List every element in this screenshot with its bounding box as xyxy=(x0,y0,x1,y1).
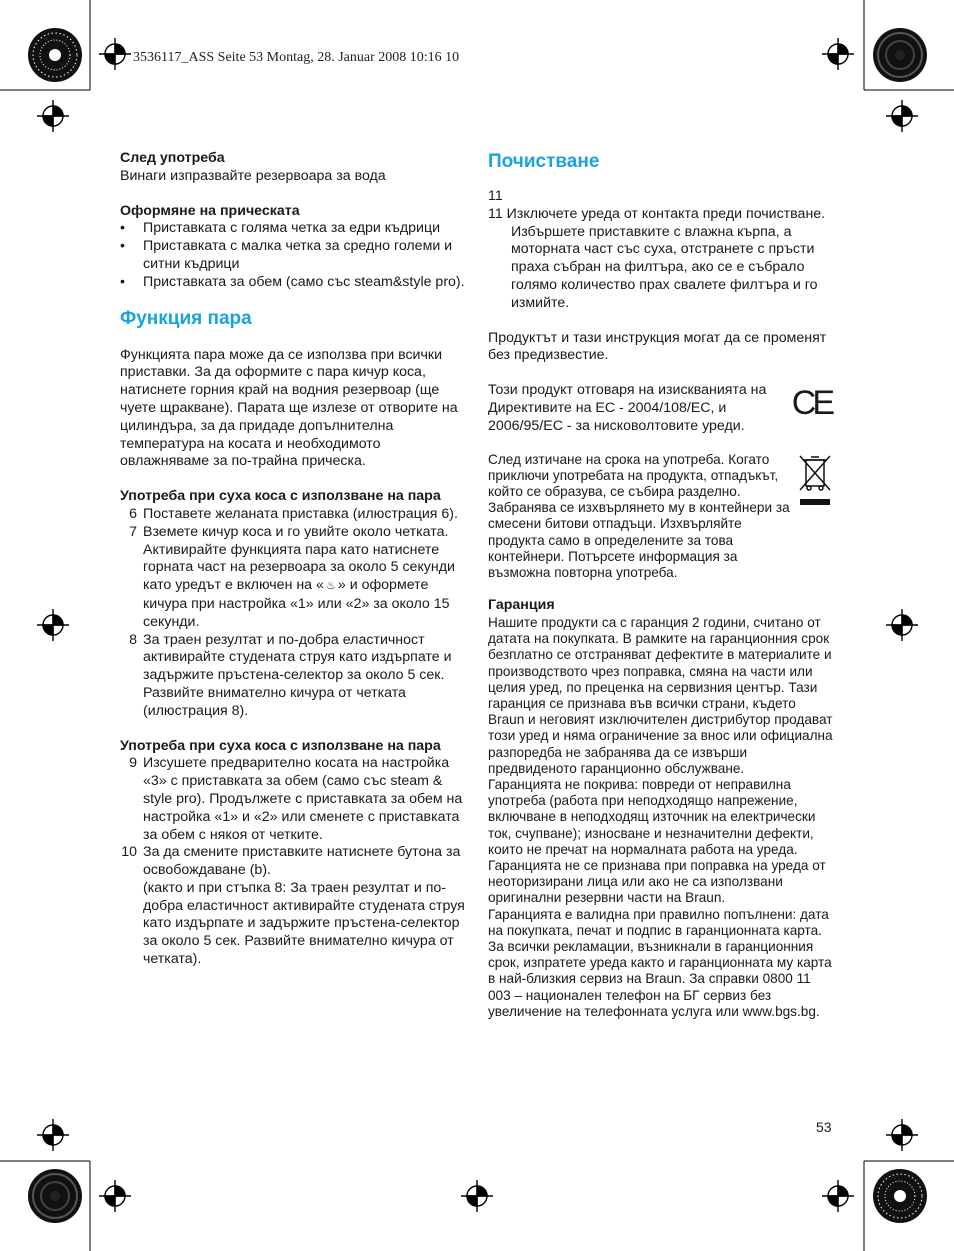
weee-text: След изтичане на срока на употреба. Когато приключи употребата на продукта, отпадъкът, който се образува, се събира разделно. Забранява се изхвърлянето му в контейнери за смесени битови отпадъци. Изхвърляйте продукта само в определените за това контейнери. Потърсете информация за възможна повторна употреба. xyxy=(488,451,790,580)
weee-block xyxy=(488,452,833,582)
warranty-paragraph: За всички рекламации, възникнали в гаранционния срок, изпратете уреда както и гаранционната му карта в най-близкия сервиз на Braun. За справки 0800 11 003 – национален телефон на БГ сервиз без увеличение на телефонната услуга или www.bgs.bg. xyxy=(488,939,832,1019)
styling-title: Оформяне на прическата xyxy=(120,202,300,219)
steam-icon: ♨ xyxy=(325,580,336,593)
ce-mark-icon: CE xyxy=(791,384,831,423)
warranty-paragraph: Нашите продукти са с гаранция 2 години, считано от датата на покупката. В рамките на гаранционния срок безплатно се отстраняват дефектите в материалите и производството чрез поправка, смяна на части или целия уред, по преценка на сервизния център. Тази гаранция се признава във всички страни, където Braun и неговият изключителен дистрибутор продават този уред и няма ограничение за внос или официална разпоредба не забранява да се извърши предвиденото гаранционно обслужване. xyxy=(488,614,833,776)
notice-text: Продуктът и тази инструкция могат да се променят без предизвестие. xyxy=(488,329,827,364)
list-item: 9 Изсушете предварително косата на настройка «3» с приставката за обем (само със steam & style pro). Продължете с приставката за обем на настройка «1» и «2» или сменете с приставката за обем с някоя от четките. xyxy=(129,755,463,843)
ce-block xyxy=(488,382,833,435)
list-item: 7 Вземете кичур коса и го увийте около четката. Активирайте функцията пара като натиснете горната част на резервоара за около 5 секунди като уредът е включен на « ♨ » и оформете кичура при настройка «1» или «2» за около 15 секунди. xyxy=(129,523,455,630)
list-item: 8 За траен резултат и по-добра еластичност активирайте студената струя като издърпате и задържите пръстена-селектор за около 5 сек. Развийте внимателно кичура от четката (илюстрация 8). xyxy=(129,631,452,719)
ce-text: Този продукт отговаря на изискванията на Директивите на ЕС - 2004/108/EC, и 2006/95/EC - за нисковолтовите уреди. xyxy=(488,382,767,434)
print-header: 3536117_ASS Seite 53 Montag, 28. Januar 2008 10:16 10 xyxy=(133,50,460,65)
dry-use-2-title: Употреба при суха коса с използване на пара xyxy=(120,737,441,754)
after-use-text: Винаги изпразвайте резервоара за вода xyxy=(120,167,386,184)
list-item: • Приставката с малка четка за средно големи и ситни къдрици xyxy=(120,238,453,272)
warranty-paragraph: Гаранцията е валидна при правилно попълнени: дата на покупката, печат и подпис в гаранционната карта. xyxy=(488,906,829,938)
right-column xyxy=(488,150,833,1020)
crossed-bin-icon xyxy=(797,454,833,510)
page-number: 53 xyxy=(816,1119,832,1135)
after-use-title: След употреба xyxy=(120,150,225,166)
list-item: 11 11 Изключете уреда от контакта преди почистване. Избършете приставките с влажна кърпа, а моторната част със суха, отстранете с пръсти праха събран на филтъра, ако се е събрало голямо количество прах свалете филтъра и го измийте. xyxy=(488,188,833,313)
list-item: • Приставката за обем (само със steam&style pro). xyxy=(120,273,465,290)
list-item: • Приставката с голяма четка за едри къдрици xyxy=(120,220,440,237)
list-item: 10 За да смените приставките натиснете бутона за освобождаване (b). (както и при стъпка 8: За траен резултат и по-добра еластичност активирайте студената струя като издърпате и задържите пръстена-селектор за около 5 сек. Развийте внимателно кичура от четката). xyxy=(121,844,465,968)
steam-function-text: Функцията пара може да се използва при всички приставки. За да оформите с пара кичур коса, натиснете горния край на водния резервоар (ще чуете щракване). Парата ще излезе от отворите на цилиндъра, за да придаде допълнителна температура на косата и необходимото овлажняваме за по-трайна прическа. xyxy=(120,346,458,470)
list-item: 6 Поставете желаната приставка (илюстрация 6). xyxy=(129,505,458,522)
left-column xyxy=(120,150,465,969)
warranty-paragraph: Гаранцията не покрива: повреди от неправилна употреба (работа при неподходящо напрежение, включване в неподходящ източник на електрически ток, счупване); износване и незначителни дефекти, които не пречат на нормалната работа на уреда. Гаранцията не се признава при поправка на уреда от неоторизирани лица или ако не са използвани оригинални резервни части на Braun. xyxy=(488,777,826,906)
cleaning-title: Почистване xyxy=(488,151,600,172)
dry-use-1-title: Употреба при суха коса с използване на пара xyxy=(120,488,441,505)
warranty-title: Гаранция xyxy=(488,597,555,614)
cleaning-step: 11 Изключете уреда от контакта преди почистване. Избършете приставките с влажна кърпа, а моторната част със суха, отстранете с пръсти праха събран на филтъра, ако се е събрало голямо количество прах свалете филтъра и го измийте. xyxy=(488,205,826,311)
steam-function-title: Функция пара xyxy=(120,307,252,329)
